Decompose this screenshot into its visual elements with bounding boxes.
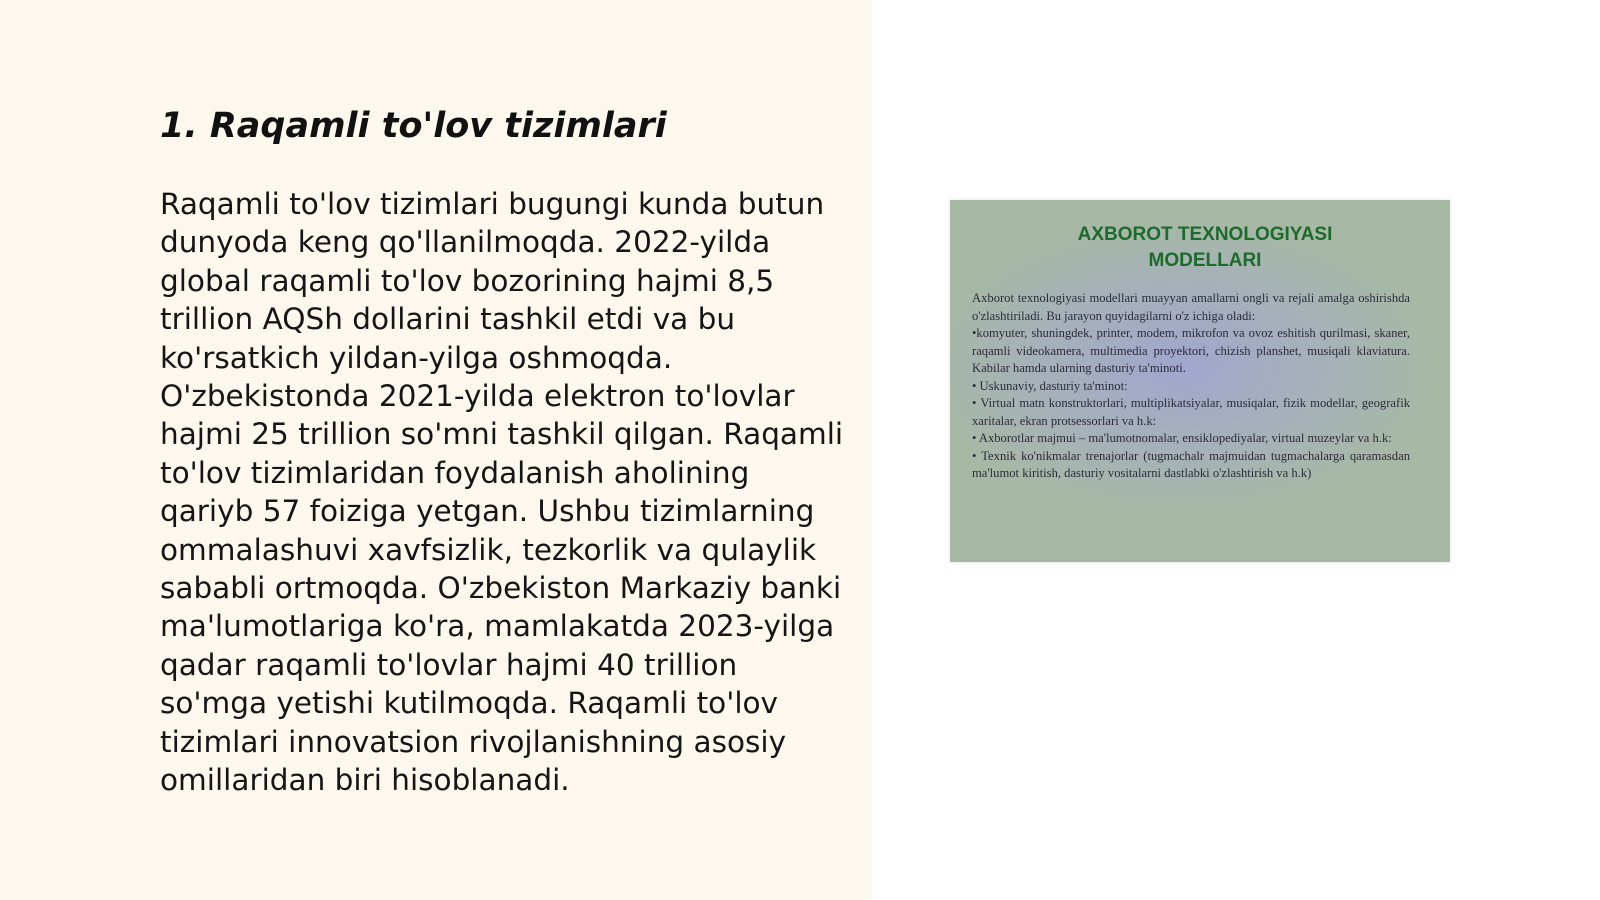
slide-body-text: Raqamli to'lov tizimlari bugungi kunda butun dunyoda keng qo'llanilmoqda. 2022-yilda global raqamli to'lov bozorining hajmi 8,5 trillion AQSh dollarini tashkil etdi va bu ko'rsatkich yildan-yilga oshmoqda. O'zbekistonda 2021-yilda elektron to'lovlar hajmi 25 trillion so'mni tashkil qilgan. Raqamli to'lov tizimlaridan foydalanish aholining qariyb 57 foiziga yetgan. Ushbu tizimlarning ommalashuvi xavfsizlik, tezkorlik va qulaylik sababli ortmoqda. O'zbekiston Markaziy banki ma'lumotlariga ko'ra, mamlakatda 2023-yilga qadar raqamli to'lovlar hajmi 40 trillion so'mga yetishi kutilmoqda. Raqamli to'lov tizimlari innovatsion rivojlanishning asosiy omillaridan biri hisoblanadi. xyxy=(160,187,844,798)
image-paragraph-hardware: •komyuter, shuningdek, printer, modem, mikrofon va ovoz eshitish qurilmasi, skaner, raqamli videokamera, multimedia proyektori, chizish planshet, musiqali klaviatura. Kabilar hamda ularning dasturiy ta'minoti. xyxy=(972,326,1410,375)
image-paragraph-intro: Axborot texnologiyasi modellari muayyan amallarni ongli va rejali amalga oshirishda o'zlashtiriladi. Bu jarayon quyidagilarni o'z ichiga oladi: xyxy=(972,291,1410,323)
image-paragraph-virtual: • Virtual matn konstruktorlari, multiplikatsiyalar, musiqalar, fizik modellar, geografik xaritalar, ekran protsessorlari va h.k: xyxy=(972,396,1410,428)
image-paragraph-trainers: • Texnik ko'nikmalar trenajorlar (tugmachalr majmuidan tugmachalarga qaramasdan ma'lumot kiritish, dasturiy vositalarni dastlabki o'zlashtirish va h.k) xyxy=(972,448,1410,480)
image-title-line2: MODELLARI xyxy=(1148,250,1262,271)
image-paragraph-info-sets: • Axborotlar majmui – ma'lumotnomalar, ensiklopediyalar, virtual muzeylar va h.k: xyxy=(972,431,1392,445)
slide-heading: 1. Raqamli to'lov tizimlari xyxy=(160,106,667,146)
image-paragraph-software: • Uskunaviy, dasturiy ta'minot: xyxy=(972,378,1128,393)
image-title xyxy=(972,222,1410,274)
image-title-line1: AXBOROT TEXNOLOGIYASI xyxy=(1077,224,1333,245)
slide-image-axborot-texnologiyasi xyxy=(950,200,1450,562)
